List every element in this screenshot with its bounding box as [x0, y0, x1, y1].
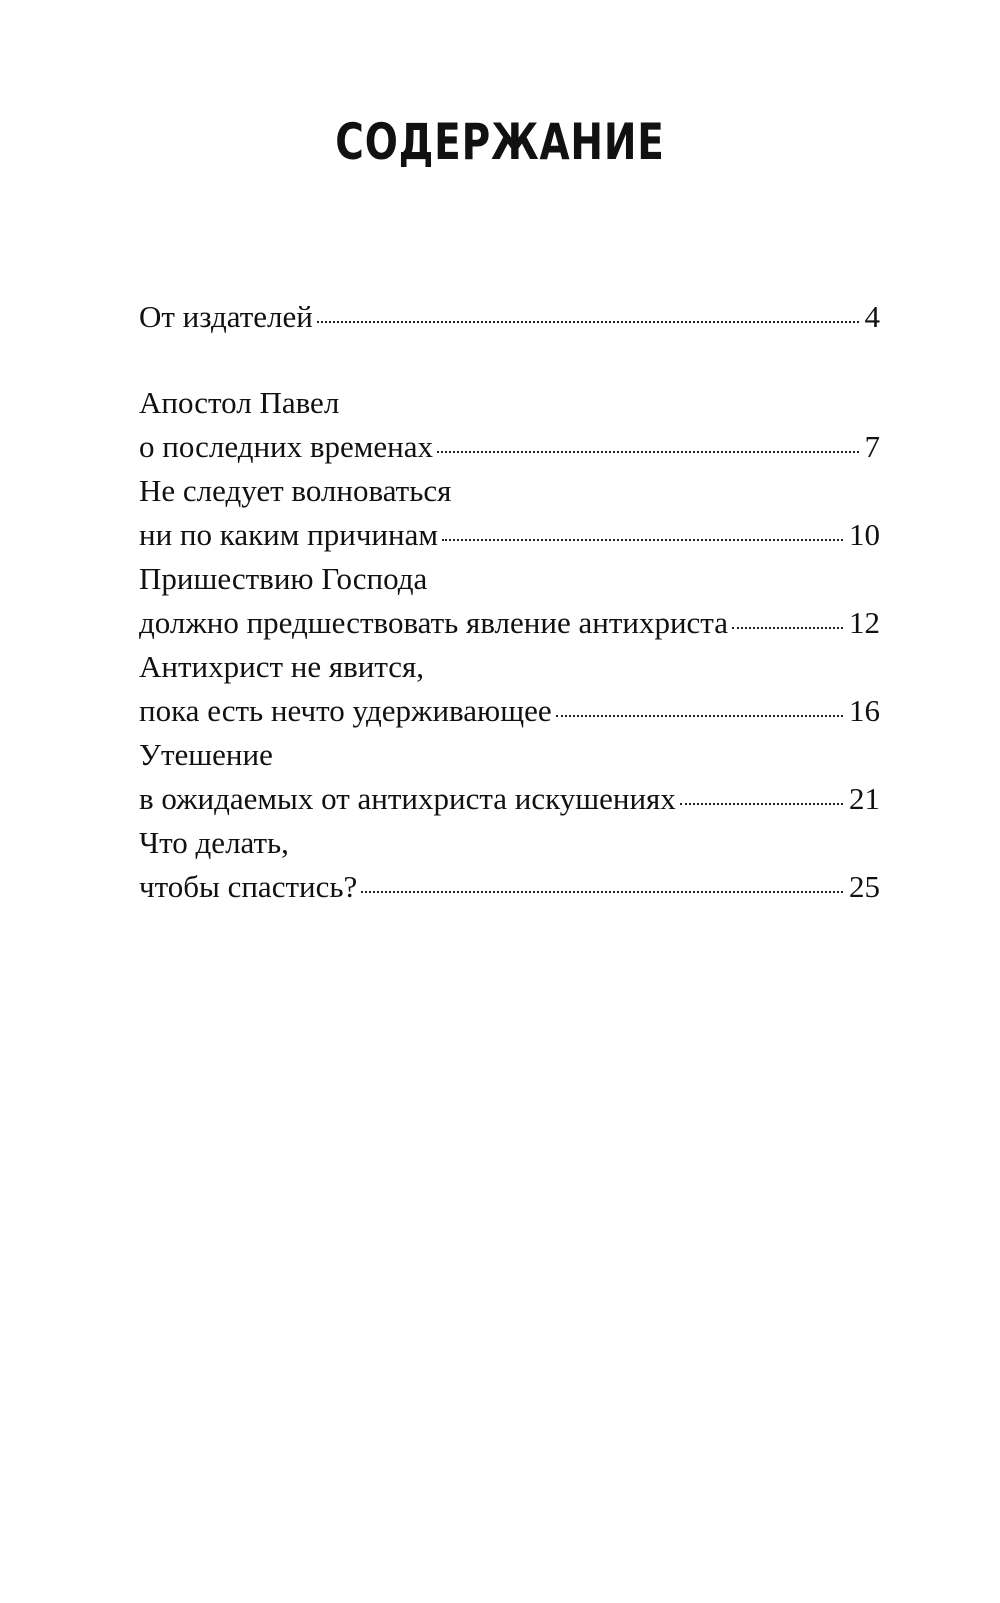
toc-entry-title: ни по каким причинам [139, 517, 438, 552]
toc-entry-do-not-worry[interactable] [139, 469, 880, 557]
toc-entry-title: От издателей [139, 299, 313, 334]
toc-entry-line [139, 601, 880, 645]
toc-entry-title: чтобы спастись? [139, 869, 358, 904]
toc-entry-how-to-be-saved[interactable] [139, 821, 880, 909]
dot-leader [732, 627, 843, 629]
toc-entry-title: должно предшествовать явление антихриста [139, 605, 728, 640]
toc-entry-antichrist-restrainer[interactable] [139, 645, 880, 733]
toc-page-number: 25 [849, 869, 880, 904]
toc-entry-title: Утешение [139, 737, 273, 772]
toc-page-number: 21 [849, 781, 880, 816]
toc-entry-line [139, 689, 880, 733]
dot-leader [556, 715, 843, 717]
toc-page-number: 12 [849, 605, 880, 640]
dot-leader [437, 451, 858, 453]
toc-entry-line [139, 865, 880, 909]
toc-page-number: 16 [849, 693, 880, 728]
toc-entry-title: Антихрист не явится, [139, 649, 425, 684]
toc-entry-title: о последних временах [139, 429, 434, 464]
dot-leader [317, 321, 859, 323]
toc-entry-apostle-paul[interactable] [139, 381, 880, 469]
toc-entry-title: Апостол Павел [139, 385, 340, 420]
toc-entry-coming-of-lord[interactable] [139, 557, 880, 645]
toc-entry-line [139, 513, 880, 557]
toc-entry-line [139, 777, 880, 821]
toc-page-number: 4 [864, 299, 880, 334]
toc-entry-title: Пришествию Господа [139, 561, 428, 596]
toc-entry-publishers[interactable] [139, 295, 880, 339]
dot-leader [680, 803, 843, 805]
toc-entry-line [139, 295, 880, 339]
toc-entry-title: пока есть нечто удерживающее [139, 693, 552, 728]
toc-entry-title: Что делать, [139, 825, 289, 860]
dot-leader [442, 539, 843, 541]
dot-leader [361, 891, 843, 893]
page-title: СОДЕРЖАНИЕ [335, 113, 665, 171]
toc-page-number: 7 [864, 429, 880, 464]
toc-entry-title: Не следует волноваться [139, 473, 452, 508]
toc-entry-line [139, 425, 880, 469]
toc-page-number: 10 [849, 517, 880, 552]
toc-entry-consolation[interactable] [139, 733, 880, 821]
toc-entry-title: в ожидаемых от антихриста искушениях [139, 781, 676, 816]
table-of-contents [139, 295, 880, 909]
